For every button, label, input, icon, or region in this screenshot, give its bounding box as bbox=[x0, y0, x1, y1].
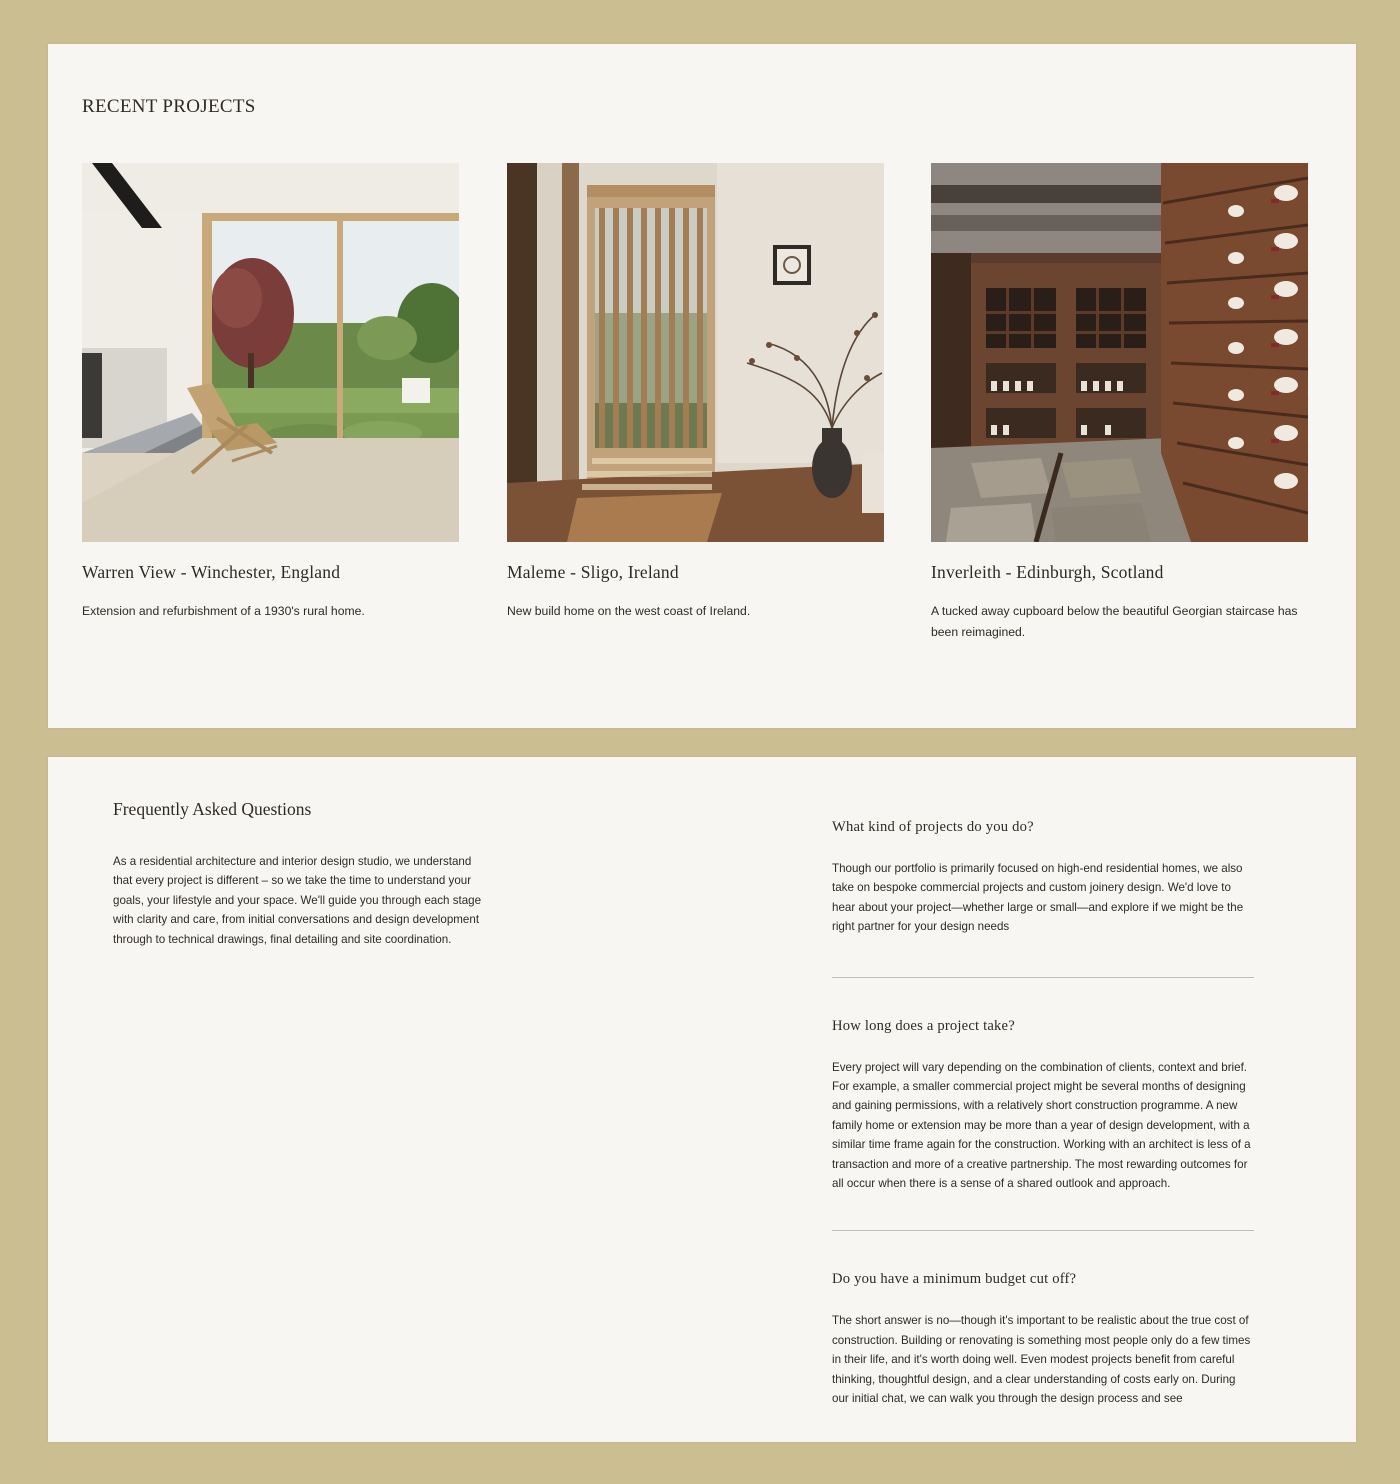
faq-item-project-types[interactable] bbox=[832, 819, 1254, 978]
project-name[interactable]: Inverleith - Edinburgh, Scotland bbox=[931, 562, 1164, 582]
entrance-hallway-slatted-door-photo[interactable] bbox=[507, 163, 884, 542]
project-description: Extension and refurbishment of a 1930's rural home. bbox=[82, 604, 365, 618]
project-description: New build home on the west coast of Ireland. bbox=[507, 604, 751, 618]
faq-answer: The short answer is no—though it's important to be realistic about the true cost of construction. Building or renovating is something most people only do a few times in their life, and it's worth doing well. Even modest projects benefit from careful thinking, thoughtful design, and a clear understanding of costs early on. During our initial chat, we can walk you through the design process and see bbox=[832, 1314, 1251, 1406]
faq-panel bbox=[48, 757, 1356, 1442]
project-name[interactable]: Maleme - Sligo, Ireland bbox=[507, 562, 679, 582]
faq-question[interactable]: Do you have a minimum budget cut off? bbox=[832, 1271, 1077, 1288]
recent-projects-panel bbox=[48, 44, 1356, 728]
faq-question[interactable]: How long does a project take? bbox=[832, 1017, 1015, 1034]
faq-intro-text: As a residential architecture and interior design studio, we understand that every project is different – so we take the time to understand your goals, your lifestyle and your space. We'll guide you through each stage with clarity and care, from initial conversations and design development through to technical drawings, final detailing and site coordination. bbox=[113, 855, 482, 946]
project-description: A tucked away cupboard below the beautiful Georgian staircase has been reimagined. bbox=[931, 604, 1298, 639]
project-card-maleme[interactable] bbox=[507, 163, 884, 622]
wine-cellar-photo[interactable] bbox=[931, 163, 1308, 542]
faq-answer: Every project will vary depending on the combination of clients, context and brief. For example, a smaller commercial project might be several months of designing and gaining permissions, with a relatively short construction programme. A new family home or extension may be more than a year of design development, with a similar time frame again for the construction. Working with an architect is less of a transaction and more of a creative partnership. The most rewarding outcomes for all occur when there is a sense of a shared outlook and approach. bbox=[832, 1060, 1251, 1191]
faq-item-project-duration[interactable] bbox=[832, 978, 1254, 1232]
project-name[interactable]: Warren View - Winchester, England bbox=[82, 562, 341, 582]
faq-title: Frequently Asked Questions bbox=[113, 799, 312, 819]
faq-item-minimum-budget[interactable] bbox=[832, 1231, 1254, 1408]
faq-question[interactable]: What kind of projects do you do? bbox=[832, 819, 1034, 835]
recent-projects-title: RECENT PROJECTS bbox=[82, 96, 256, 117]
project-card-inverleith[interactable] bbox=[931, 163, 1308, 643]
living-room-garden-view-photo[interactable] bbox=[82, 163, 459, 542]
faq-list bbox=[832, 819, 1254, 1409]
faq-answer: Though our portfolio is primarily focused on high-end residential homes, we also take on bespoke commercial projects and custom joinery design. We'd love to hear about your project—whether large or small—and explore if we might be the right partner for your design needs bbox=[832, 862, 1244, 934]
project-card-warren-view[interactable] bbox=[82, 163, 459, 622]
